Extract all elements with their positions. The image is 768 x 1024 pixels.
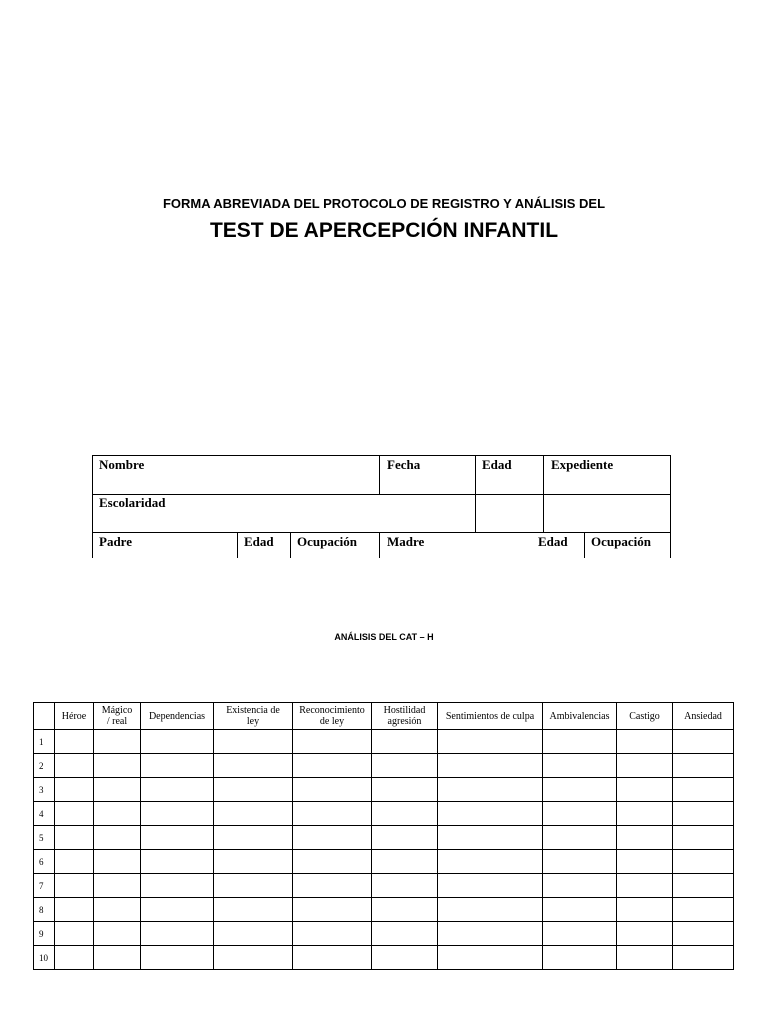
column-header — [55, 703, 94, 730]
column-header — [141, 703, 214, 730]
table-cell[interactable] — [543, 850, 617, 874]
row-number: 3 — [34, 778, 55, 802]
table-row — [34, 826, 734, 850]
column-header-line1: Dependencias — [148, 710, 206, 722]
table-cell[interactable] — [372, 730, 438, 754]
column-header — [372, 703, 438, 730]
column-header-line1: Existencia de — [226, 705, 280, 716]
table-cell[interactable] — [438, 874, 543, 898]
table-cell[interactable] — [293, 802, 372, 826]
table-cell[interactable] — [673, 922, 734, 946]
table-cell[interactable] — [617, 802, 673, 826]
table-cell[interactable] — [94, 922, 141, 946]
column-header — [214, 703, 293, 730]
table-cell[interactable] — [673, 754, 734, 778]
table-cell[interactable] — [438, 730, 543, 754]
table-row — [34, 850, 734, 874]
table-cell[interactable] — [214, 922, 293, 946]
table-cell[interactable] — [543, 874, 617, 898]
row-number: 8 — [34, 898, 55, 922]
table-cell[interactable] — [372, 874, 438, 898]
table-cell[interactable] — [141, 754, 214, 778]
expediente-field[interactable]: Expediente — [551, 457, 614, 472]
table-cell[interactable] — [214, 874, 293, 898]
table-cell[interactable] — [141, 730, 214, 754]
table-cell[interactable] — [617, 898, 673, 922]
table-cell[interactable] — [55, 898, 94, 922]
row-number: 4 — [34, 802, 55, 826]
column-header-line2: de ley — [319, 716, 345, 727]
table-cell[interactable] — [293, 898, 372, 922]
table-cell[interactable] — [214, 778, 293, 802]
column-header — [617, 703, 673, 730]
table-cell[interactable] — [293, 826, 372, 850]
form-subtitle: FORMA ABREVIADA DEL PROTOCOLO DE REGISTRO Y ANÁLISIS DEL — [162, 196, 606, 211]
table-cell[interactable] — [673, 730, 734, 754]
table-cell[interactable] — [141, 826, 214, 850]
edad-field[interactable]: Edad — [482, 457, 512, 472]
table-cell[interactable] — [94, 802, 141, 826]
table-cell[interactable] — [55, 778, 94, 802]
table-cell[interactable] — [55, 730, 94, 754]
column-header — [293, 703, 372, 730]
table-cell[interactable] — [543, 922, 617, 946]
table-cell[interactable] — [543, 826, 617, 850]
table-cell[interactable] — [141, 922, 214, 946]
column-header-line1: Hostilidad — [383, 705, 426, 716]
table-cell[interactable] — [55, 850, 94, 874]
table-cell[interactable] — [372, 898, 438, 922]
table-cell[interactable] — [94, 874, 141, 898]
column-header-line1: Mágico — [101, 705, 133, 716]
table-row — [34, 754, 734, 778]
column-header-line1: Reconocimiento — [299, 705, 365, 716]
table-cell[interactable] — [94, 946, 141, 970]
padre-edad-field[interactable]: Edad — [244, 534, 274, 549]
padre-field[interactable]: Padre — [99, 534, 132, 549]
table-cell[interactable] — [214, 730, 293, 754]
table-cell[interactable] — [673, 778, 734, 802]
column-header — [543, 703, 617, 730]
table-cell[interactable] — [543, 778, 617, 802]
row-number: 6 — [34, 850, 55, 874]
table-cell[interactable] — [438, 898, 543, 922]
table-cell[interactable] — [617, 874, 673, 898]
table-cell[interactable] — [372, 850, 438, 874]
table-cell[interactable] — [543, 754, 617, 778]
madre-ocupacion-field[interactable]: Ocupación — [591, 534, 651, 549]
table-cell[interactable] — [55, 754, 94, 778]
table-cell[interactable] — [372, 922, 438, 946]
table-cell[interactable] — [214, 826, 293, 850]
table-cell[interactable] — [372, 826, 438, 850]
table-cell[interactable] — [214, 754, 293, 778]
row-number: 1 — [34, 730, 55, 754]
table-cell[interactable] — [673, 946, 734, 970]
table-row — [34, 778, 734, 802]
madre-field[interactable]: Madre — [387, 534, 425, 549]
table-row — [34, 874, 734, 898]
column-header — [673, 703, 734, 730]
table-cell[interactable] — [55, 922, 94, 946]
table-cell[interactable] — [438, 850, 543, 874]
column-header-line1: Héroe — [61, 710, 87, 722]
table-cell[interactable] — [293, 922, 372, 946]
table-cell[interactable] — [141, 850, 214, 874]
table-cell[interactable] — [372, 802, 438, 826]
column-header — [438, 703, 543, 730]
column-header — [94, 703, 141, 730]
form-title: TEST DE APERCEPCIÓN INFANTIL — [209, 219, 559, 242]
table-row — [34, 802, 734, 826]
table-cell[interactable] — [293, 850, 372, 874]
table-cell[interactable] — [617, 826, 673, 850]
table-cell[interactable] — [543, 898, 617, 922]
table-cell[interactable] — [94, 754, 141, 778]
table-cell[interactable] — [55, 802, 94, 826]
table-cell[interactable] — [438, 826, 543, 850]
table-cell[interactable] — [293, 874, 372, 898]
table-cell[interactable] — [293, 730, 372, 754]
table-cell[interactable] — [293, 778, 372, 802]
table-cell[interactable] — [673, 898, 734, 922]
table-cell[interactable] — [55, 946, 94, 970]
row-number: 2 — [34, 754, 55, 778]
fecha-field[interactable]: Fecha — [387, 457, 421, 472]
table-cell[interactable] — [214, 898, 293, 922]
table-cell[interactable] — [141, 874, 214, 898]
table-row — [34, 898, 734, 922]
row-number: 10 — [34, 946, 55, 970]
analysis-table — [33, 702, 734, 970]
padre-ocupacion-field[interactable]: Ocupación — [297, 534, 357, 549]
column-header-line1: Ambivalencias — [549, 710, 610, 722]
table-row — [34, 730, 734, 754]
table-cell[interactable] — [372, 946, 438, 970]
table-cell[interactable] — [543, 730, 617, 754]
table-cell[interactable] — [293, 754, 372, 778]
column-header-line2: ley — [246, 716, 260, 727]
column-header-line1: Sentimientos de culpa — [445, 710, 535, 722]
table-row — [34, 922, 734, 946]
table-cell[interactable] — [673, 850, 734, 874]
table-cell[interactable] — [617, 922, 673, 946]
table-cell[interactable] — [617, 946, 673, 970]
escolaridad-field[interactable]: Escolaridad — [99, 495, 166, 510]
table-cell[interactable] — [673, 874, 734, 898]
table-cell[interactable] — [94, 778, 141, 802]
table-cell[interactable] — [617, 850, 673, 874]
table-cell[interactable] — [214, 850, 293, 874]
row-number: 7 — [34, 874, 55, 898]
table-cell[interactable] — [673, 826, 734, 850]
table-cell[interactable] — [543, 946, 617, 970]
table-cell[interactable] — [438, 946, 543, 970]
table-cell[interactable] — [617, 730, 673, 754]
madre-edad-field[interactable]: Edad — [538, 534, 568, 549]
table-cell[interactable] — [438, 778, 543, 802]
table-cell[interactable] — [94, 826, 141, 850]
table-cell[interactable] — [543, 802, 617, 826]
table-cell[interactable] — [438, 922, 543, 946]
row-number: 9 — [34, 922, 55, 946]
analysis-header-row — [34, 703, 734, 730]
table-cell[interactable] — [141, 802, 214, 826]
table-cell[interactable] — [617, 778, 673, 802]
table-row — [34, 946, 734, 970]
table-cell[interactable] — [55, 826, 94, 850]
table-cell[interactable] — [293, 946, 372, 970]
table-cell[interactable] — [94, 730, 141, 754]
table-cell[interactable] — [94, 850, 141, 874]
table-cell[interactable] — [141, 946, 214, 970]
table-cell[interactable] — [673, 802, 734, 826]
analysis-title: ANÁLISIS DEL CAT – H — [334, 632, 434, 642]
table-cell[interactable] — [372, 778, 438, 802]
row-number-header — [34, 703, 55, 730]
table-cell[interactable] — [141, 778, 214, 802]
table-cell[interactable] — [438, 754, 543, 778]
column-header-line2: agresión — [387, 716, 422, 727]
column-header-line1: Castigo — [629, 710, 660, 722]
table-cell[interactable] — [55, 874, 94, 898]
table-cell[interactable] — [214, 946, 293, 970]
nombre-field[interactable]: Nombre — [99, 457, 145, 472]
table-cell[interactable] — [94, 898, 141, 922]
table-cell[interactable] — [617, 754, 673, 778]
row-number: 5 — [34, 826, 55, 850]
column-header-line1: Ansiedad — [684, 710, 722, 722]
table-cell[interactable] — [438, 802, 543, 826]
table-cell[interactable] — [214, 802, 293, 826]
column-header-line2: / real — [106, 716, 128, 727]
table-cell[interactable] — [141, 898, 214, 922]
table-cell[interactable] — [372, 754, 438, 778]
